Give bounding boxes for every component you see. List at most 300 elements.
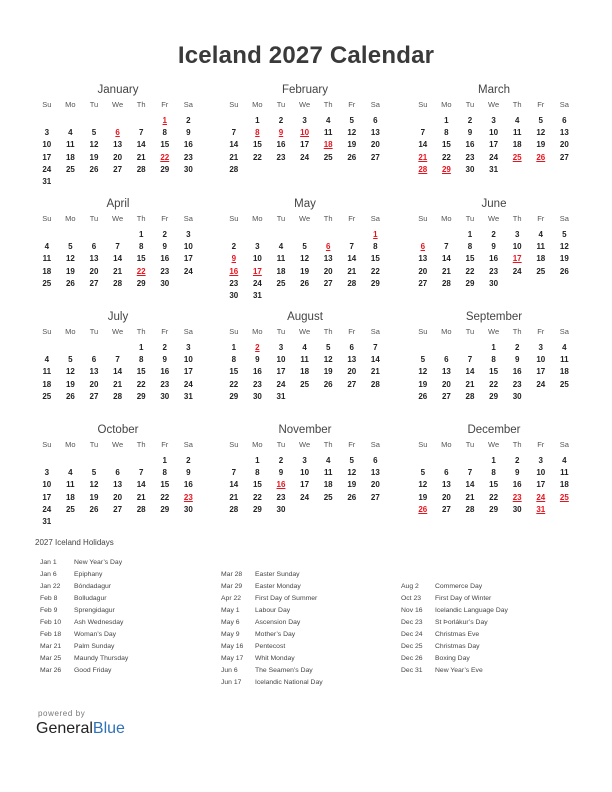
month-november: [222, 423, 388, 516]
day-cell: 30: [276, 504, 286, 514]
day-cell: 10: [252, 254, 262, 264]
day-cell: 23: [252, 379, 262, 389]
day-cell: 19: [300, 266, 310, 276]
weekday-header: Su: [42, 214, 52, 223]
weekday-header: Th: [323, 100, 333, 109]
day-cell: 2: [162, 343, 167, 352]
holiday-name: Icelandic Language Day: [435, 607, 508, 614]
weekday-header: Su: [418, 100, 428, 109]
weekday-header: Fr: [348, 100, 356, 109]
day-cell: 4: [562, 456, 567, 465]
day-cell: 30: [512, 391, 522, 401]
weekday-header: We: [112, 327, 124, 336]
day-cell: 5: [302, 242, 307, 252]
holiday-item: [401, 593, 508, 605]
day-cell: 5: [325, 343, 331, 352]
day-cell: 25: [559, 379, 569, 389]
day-cell: 15: [136, 367, 146, 377]
weekday-header: Tu: [89, 327, 99, 336]
holiday-day: 23: [183, 492, 193, 502]
day-cell: 3: [278, 343, 284, 352]
day-cell: 20: [113, 152, 123, 162]
day-cell: 29: [252, 504, 262, 514]
day-cell: 21: [465, 492, 475, 502]
day-cell: 16: [183, 480, 193, 490]
weekday-header: Fr: [537, 214, 545, 223]
holiday-column: [401, 581, 508, 677]
holiday-item: [40, 629, 128, 641]
holiday-item: [221, 629, 323, 641]
day-cell: 22: [370, 266, 380, 276]
day-cell: 8: [162, 468, 167, 478]
day-cell: 27: [441, 504, 451, 514]
holiday-date: Aug 2: [401, 583, 419, 590]
brand-blue: Blue: [92, 720, 125, 737]
day-cell: 28: [370, 379, 380, 389]
weekday-header: Th: [323, 440, 333, 449]
weekday-header: Fr: [348, 214, 356, 223]
holiday-item: [221, 593, 323, 605]
day-cell: 30: [465, 164, 475, 174]
day-cell: 11: [42, 254, 52, 264]
day-cell: 4: [514, 116, 520, 125]
day-cell: 13: [370, 468, 380, 478]
day-cell: 2: [162, 230, 167, 239]
month-name: August: [287, 311, 323, 323]
day-cell: 22: [136, 379, 146, 389]
holiday-day: 9: [231, 254, 237, 264]
day-cell: 10: [536, 355, 546, 365]
day-cell: 26: [418, 391, 428, 401]
day-cell: 11: [536, 242, 545, 252]
weekday-header: Fr: [537, 440, 545, 449]
holiday-name: Ascension Day: [255, 619, 301, 626]
holiday-name: Sprengidagur: [74, 607, 115, 614]
day-cell: 4: [44, 355, 50, 365]
day-cell: 4: [44, 242, 50, 252]
day-cell: 20: [89, 379, 99, 389]
generalblue-logo[interactable]: [36, 720, 125, 738]
day-cell: 12: [300, 254, 310, 264]
holiday-item: [221, 641, 323, 653]
day-cell: 12: [89, 140, 99, 150]
day-cell: 27: [113, 164, 123, 174]
day-cell: 7: [420, 128, 426, 138]
day-cell: 26: [65, 391, 75, 401]
day-cell: 26: [89, 164, 99, 174]
holiday-item: [40, 569, 128, 581]
day-cell: 5: [562, 230, 567, 239]
holiday-date: Jun 17: [221, 679, 242, 686]
day-cell: 23: [183, 152, 193, 162]
weekday-header: Mo: [65, 327, 76, 336]
day-cell: 11: [323, 468, 333, 478]
day-cell: 27: [418, 278, 428, 288]
holiday-item: [221, 665, 323, 677]
day-cell: 17: [42, 492, 52, 502]
day-cell: 21: [370, 367, 380, 377]
holiday-day: 26: [536, 152, 546, 162]
day-cell: 13: [323, 254, 333, 264]
day-cell: 13: [418, 254, 428, 264]
weekday-header: Mo: [252, 327, 263, 336]
day-cell: 6: [444, 355, 449, 365]
day-grid: [411, 213, 577, 290]
day-cell: 22: [229, 379, 239, 389]
day-cell: 9: [514, 355, 520, 365]
day-cell: 21: [136, 152, 146, 162]
day-cell: 26: [347, 152, 357, 162]
holiday-item: [221, 617, 323, 629]
weekday-header: Tu: [89, 100, 99, 109]
holiday-name: Commerce Day: [435, 583, 483, 590]
day-cell: 24: [183, 379, 193, 389]
weekday-header: Fr: [161, 100, 169, 109]
holiday-column: [221, 569, 323, 689]
day-cell: 31: [183, 391, 193, 401]
holiday-date: Dec 31: [401, 667, 423, 674]
weekday-header: Th: [136, 327, 146, 336]
day-grid: [222, 99, 388, 176]
holiday-day: 29: [441, 164, 451, 174]
day-cell: 2: [186, 456, 191, 465]
weekday-header: Sa: [370, 214, 380, 223]
weekday-header: Th: [323, 214, 333, 223]
day-cell: 27: [89, 278, 99, 288]
day-cell: 5: [420, 355, 426, 365]
holiday-day: 16: [276, 480, 286, 490]
day-cell: 17: [300, 140, 310, 150]
holiday-name: Ash Wednesday: [74, 619, 124, 626]
holiday-date: Dec 26: [401, 655, 423, 662]
day-cell: 2: [231, 242, 237, 252]
day-cell: 16: [160, 254, 170, 264]
day-cell: 20: [347, 367, 357, 377]
day-cell: 11: [560, 468, 569, 478]
day-cell: 4: [278, 242, 284, 252]
day-grid: [411, 439, 577, 516]
day-cell: 24: [42, 504, 52, 514]
month-april: [35, 197, 201, 290]
day-cell: 1: [162, 456, 167, 465]
holiday-day: 25: [559, 492, 569, 502]
day-cell: 23: [229, 278, 239, 288]
day-cell: 24: [300, 152, 310, 162]
day-cell: 3: [491, 116, 496, 125]
day-cell: 11: [560, 355, 569, 365]
day-cell: 13: [113, 140, 123, 150]
day-cell: 29: [489, 504, 499, 514]
weekday-header: We: [299, 440, 311, 449]
holiday-item: [221, 605, 323, 617]
holiday-item: [221, 653, 323, 665]
month-march: [411, 83, 577, 176]
day-cell: 28: [113, 278, 123, 288]
day-cell: 5: [349, 456, 354, 465]
day-cell: 9: [514, 468, 520, 478]
day-cell: 14: [136, 480, 146, 490]
day-cell: 6: [373, 116, 378, 125]
day-cell: 28: [136, 504, 146, 514]
day-cell: 29: [160, 164, 170, 174]
day-cell: 7: [115, 355, 120, 365]
weekday-header: We: [488, 100, 500, 109]
day-cell: 31: [276, 391, 286, 401]
holiday-day: 1: [162, 116, 167, 125]
day-cell: 9: [255, 355, 260, 365]
day-cell: 12: [418, 367, 428, 377]
weekday-header: Tu: [276, 327, 286, 336]
holiday-item: [40, 593, 128, 605]
day-cell: 27: [559, 152, 569, 162]
month-january: [35, 83, 201, 188]
holiday-item: [401, 653, 508, 665]
day-cell: 2: [514, 343, 520, 352]
day-cell: 23: [489, 266, 499, 276]
day-cell: 27: [370, 492, 380, 502]
weekday-header: Tu: [465, 100, 475, 109]
weekday-header: We: [112, 100, 124, 109]
day-cell: 20: [370, 480, 380, 490]
weekday-header: Sa: [183, 327, 193, 336]
weekday-header: Su: [42, 440, 52, 449]
day-cell: 5: [91, 468, 97, 478]
day-cell: 11: [42, 367, 52, 377]
day-cell: 10: [183, 242, 193, 252]
weekday-header: Th: [323, 327, 333, 336]
day-cell: 28: [441, 278, 451, 288]
weekday-header: Su: [229, 440, 239, 449]
day-cell: 16: [252, 367, 262, 377]
holiday-name: Bóndadagur: [74, 583, 112, 590]
weekday-header: Th: [136, 440, 146, 449]
holiday-item: [40, 665, 128, 677]
day-cell: 5: [68, 242, 73, 252]
day-cell: 18: [65, 152, 75, 162]
day-cell: 6: [91, 242, 97, 252]
day-cell: 1: [255, 116, 260, 125]
day-grid: [35, 213, 201, 290]
weekday-header: Mo: [441, 100, 452, 109]
day-cell: 14: [229, 140, 239, 150]
holiday-date: Dec 24: [401, 631, 423, 638]
brand-general: General: [36, 720, 93, 737]
weekday-header: Su: [418, 440, 428, 449]
holiday-name: St Þorlákur’s Day: [435, 619, 488, 626]
month-name: April: [106, 198, 130, 210]
holiday-column: [40, 557, 128, 677]
day-cell: 3: [44, 468, 50, 478]
day-cell: 16: [160, 367, 170, 377]
day-cell: 11: [323, 128, 333, 138]
holiday-name: Bolludagur: [74, 595, 107, 602]
day-cell: 31: [252, 290, 262, 300]
day-cell: 31: [42, 176, 52, 186]
holiday-day: 6: [325, 242, 331, 252]
holiday-day: 17: [512, 254, 522, 264]
weekday-header: Su: [418, 214, 428, 223]
day-cell: 25: [42, 391, 52, 401]
weekday-header: Tu: [276, 440, 286, 449]
holiday-date: Jan 1: [40, 559, 57, 566]
day-cell: 9: [467, 128, 473, 138]
day-cell: 22: [441, 152, 451, 162]
day-cell: 1: [138, 230, 144, 239]
day-grid: [411, 326, 577, 403]
holiday-item: [221, 569, 323, 581]
holiday-name: Boxing Day: [435, 655, 470, 662]
day-cell: 5: [68, 355, 73, 365]
day-cell: 21: [136, 492, 146, 502]
day-cell: 9: [491, 242, 496, 252]
day-cell: 25: [276, 278, 286, 288]
holiday-name: The Seamen’s Day: [255, 667, 313, 674]
day-cell: 9: [186, 468, 191, 478]
weekday-header: We: [488, 440, 500, 449]
month-name: February: [281, 84, 329, 96]
day-cell: 8: [255, 468, 260, 478]
weekday-header: Tu: [89, 440, 99, 449]
day-grid: [35, 326, 201, 403]
day-cell: 23: [512, 379, 522, 389]
day-cell: 16: [512, 480, 522, 490]
weekday-header: Th: [512, 100, 522, 109]
day-cell: 29: [160, 504, 170, 514]
day-cell: 7: [231, 128, 237, 138]
weekday-header: Sa: [183, 100, 193, 109]
weekday-header: We: [112, 440, 124, 449]
holiday-item: [401, 665, 508, 677]
day-cell: 15: [370, 254, 380, 264]
day-cell: 11: [66, 480, 75, 490]
weekday-header: Tu: [276, 214, 286, 223]
day-cell: 17: [183, 254, 193, 264]
holiday-day: 25: [512, 152, 522, 162]
day-cell: 2: [278, 456, 284, 465]
day-cell: 18: [512, 140, 522, 150]
day-cell: 1: [467, 230, 473, 239]
holiday-date: Feb 8: [40, 595, 58, 602]
day-cell: 4: [302, 343, 307, 352]
day-cell: 28: [465, 391, 475, 401]
day-cell: 4: [325, 456, 331, 465]
day-cell: 3: [302, 456, 307, 465]
day-cell: 10: [183, 355, 193, 365]
month-august: [222, 310, 388, 403]
day-cell: 7: [467, 355, 473, 365]
day-cell: 1: [255, 456, 260, 465]
weekday-header: We: [488, 214, 500, 223]
day-cell: 30: [229, 290, 239, 300]
holiday-name: Easter Monday: [255, 583, 301, 590]
day-cell: 25: [323, 492, 333, 502]
holiday-date: Mar 25: [40, 655, 62, 662]
month-name: May: [294, 198, 316, 210]
day-cell: 29: [229, 391, 239, 401]
day-cell: 5: [91, 128, 97, 138]
day-cell: 6: [562, 116, 567, 125]
day-cell: 16: [512, 367, 522, 377]
day-cell: 4: [325, 116, 331, 125]
day-cell: 20: [418, 266, 428, 276]
month-name: March: [478, 84, 510, 96]
weekday-header: Tu: [465, 327, 475, 336]
month-name: June: [481, 198, 507, 210]
month-name: December: [467, 424, 521, 436]
day-cell: 12: [559, 242, 569, 252]
day-cell: 9: [162, 355, 167, 365]
month-december: [411, 423, 577, 516]
day-cell: 9: [278, 468, 284, 478]
day-cell: 28: [465, 504, 475, 514]
day-cell: 15: [441, 140, 451, 150]
day-cell: 3: [255, 242, 260, 252]
day-cell: 14: [113, 367, 123, 377]
day-cell: 21: [113, 379, 123, 389]
day-cell: 20: [113, 492, 123, 502]
day-cell: 29: [136, 278, 146, 288]
day-cell: 18: [536, 254, 546, 264]
weekday-header: Su: [229, 327, 239, 336]
weekday-header: Sa: [559, 327, 569, 336]
day-cell: 8: [444, 128, 449, 138]
day-cell: 12: [418, 480, 428, 490]
holiday-name: First Day of Summer: [255, 595, 318, 602]
day-cell: 29: [489, 391, 499, 401]
holiday-day: 6: [115, 128, 120, 138]
day-cell: 20: [370, 140, 380, 150]
holiday-day: 10: [300, 128, 310, 138]
day-cell: 22: [465, 266, 475, 276]
day-cell: 5: [420, 468, 426, 478]
day-cell: 16: [489, 254, 499, 264]
day-cell: 29: [465, 278, 475, 288]
day-cell: 23: [276, 152, 286, 162]
day-cell: 6: [91, 355, 97, 365]
day-cell: 14: [370, 355, 380, 365]
month-june: [411, 197, 577, 290]
day-cell: 15: [465, 254, 475, 264]
day-cell: 19: [65, 266, 75, 276]
holiday-day: 23: [512, 492, 522, 502]
day-cell: 3: [538, 343, 543, 352]
day-cell: 30: [512, 504, 522, 514]
holiday-date: May 6: [221, 619, 240, 626]
day-cell: 24: [536, 379, 546, 389]
holiday-item: [40, 605, 128, 617]
day-cell: 10: [42, 140, 52, 150]
day-cell: 10: [512, 242, 522, 252]
day-cell: 9: [186, 128, 191, 138]
day-cell: 25: [536, 266, 546, 276]
day-cell: 30: [489, 278, 499, 288]
month-name: September: [465, 311, 523, 323]
day-cell: 12: [347, 128, 357, 138]
day-grid: [35, 439, 201, 528]
holiday-day: 2: [255, 343, 260, 352]
day-cell: 26: [323, 379, 333, 389]
day-cell: 8: [138, 242, 144, 252]
day-cell: 9: [162, 242, 167, 252]
weekday-header: Mo: [441, 327, 452, 336]
day-cell: 30: [183, 504, 193, 514]
day-cell: 22: [489, 492, 499, 502]
weekday-header: Th: [136, 100, 146, 109]
holiday-day: 28: [418, 164, 428, 174]
day-cell: 17: [183, 367, 193, 377]
weekday-header: We: [112, 214, 124, 223]
weekday-header: Fr: [161, 440, 169, 449]
